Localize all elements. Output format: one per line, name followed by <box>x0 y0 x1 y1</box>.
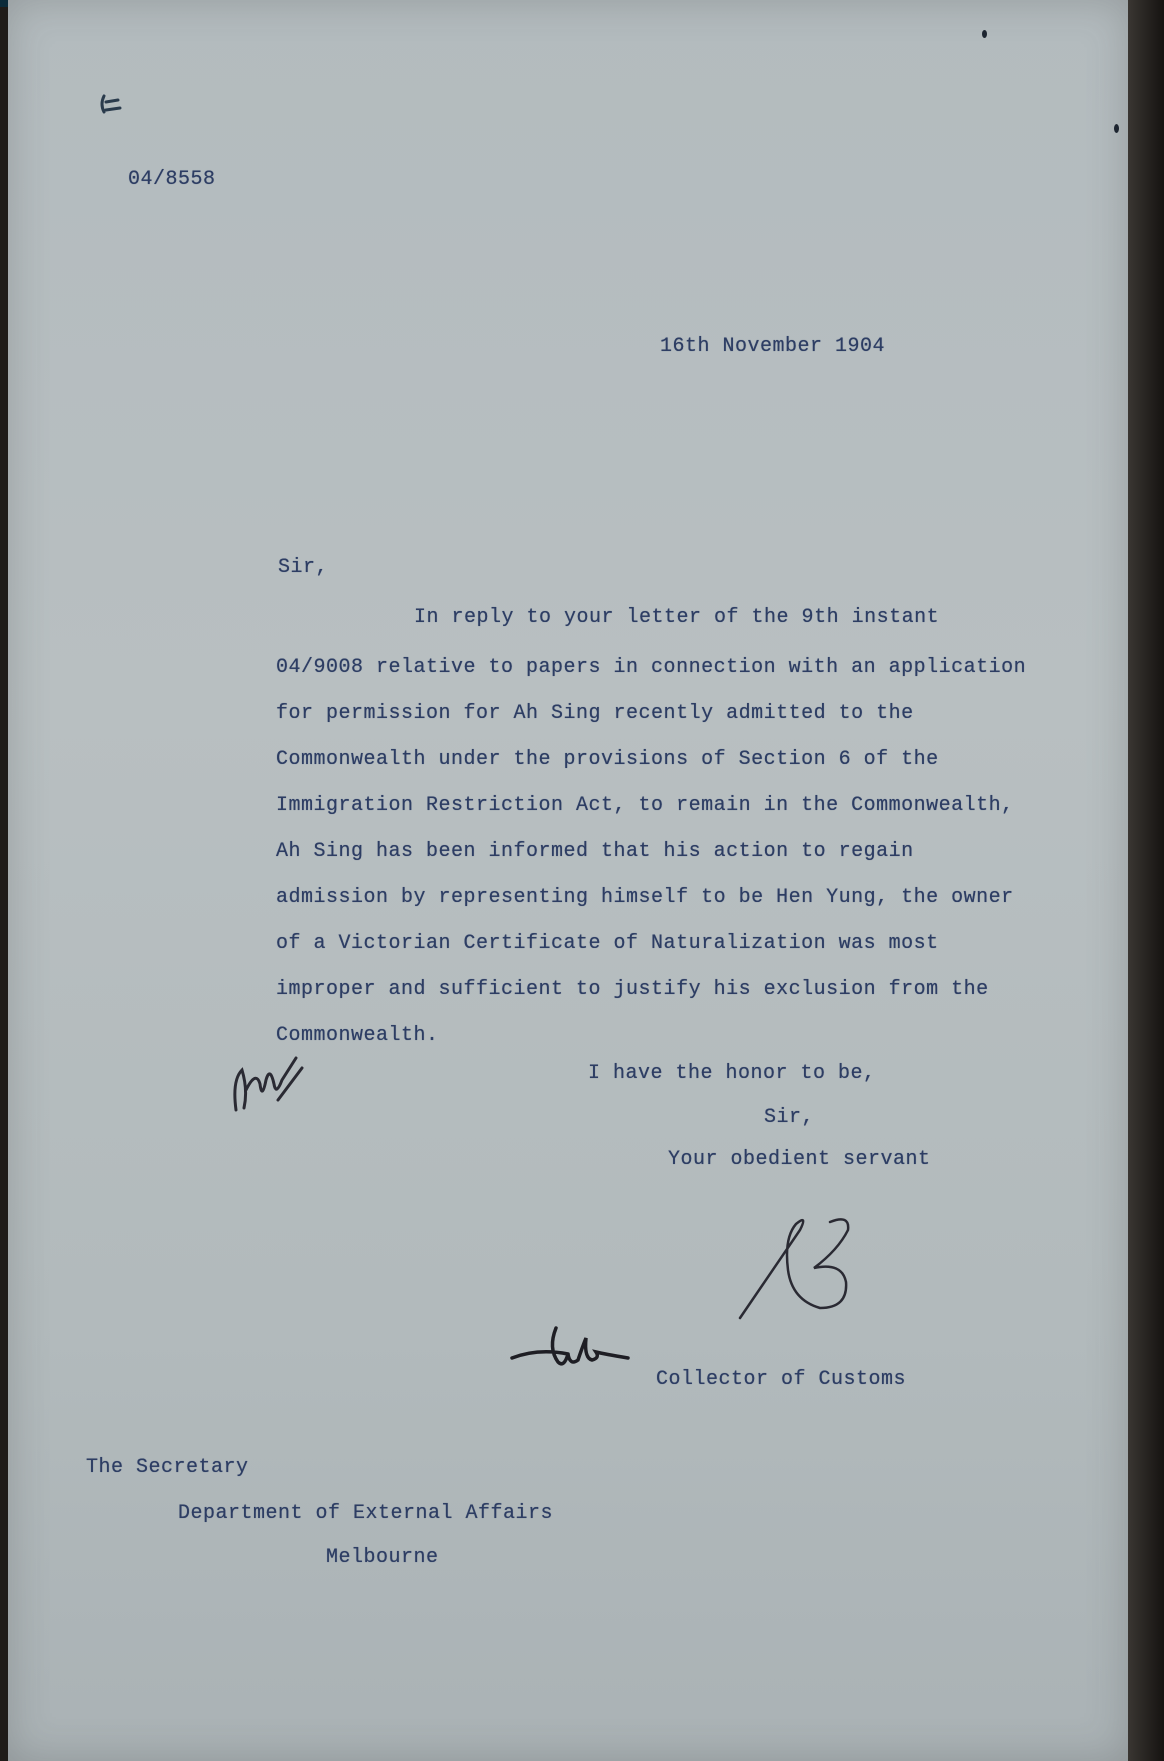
addressee-title: The Secretary <box>86 1456 249 1479</box>
letter-date: 16th November 1904 <box>660 335 886 358</box>
closing-servant: Your obedient servant <box>668 1148 931 1171</box>
closing-line: I have the honor to be, <box>588 1062 876 1085</box>
body-line: for permission for Ah Sing recently admitted to the <box>276 702 914 725</box>
closing-sir: Sir, <box>764 1106 815 1129</box>
body-line: Ah Sing has been informed that his action to regain <box>276 840 914 863</box>
signature-title: Collector of Customs <box>656 1368 907 1391</box>
body-line: Commonwealth. <box>276 1024 439 1047</box>
salutation: Sir, <box>278 556 329 579</box>
body-line: 04/9008 relative to papers in connection with an application <box>276 656 1027 679</box>
letter-page <box>8 0 1128 1761</box>
body-line: In reply to your letter of the 9th instant <box>414 606 940 629</box>
body-line: improper and sufficient to justify his exclusion from the <box>276 978 989 1001</box>
margin-initials-signature <box>226 1050 306 1120</box>
scan-right-edge <box>1128 0 1164 1761</box>
body-line: of a Victorian Certificate of Naturalization was most <box>276 932 939 955</box>
body-line: admission by representing himself to be Hen Yung, the owner <box>276 886 1014 909</box>
ink-speck <box>1114 124 1119 133</box>
corner-pen-mark <box>96 88 136 118</box>
ink-speck <box>982 30 987 38</box>
addressee-city: Melbourne <box>326 1546 439 1569</box>
sub-signature <box>508 1318 638 1378</box>
addressee-department: Department of External Affairs <box>178 1502 554 1525</box>
body-line: Commonwealth under the provisions of Section 6 of the <box>276 748 939 771</box>
reference-number: 04/8558 <box>128 168 216 191</box>
body-line: Immigration Restriction Act, to remain in the Commonwealth, <box>276 794 1014 817</box>
officer-signature <box>730 1190 870 1330</box>
